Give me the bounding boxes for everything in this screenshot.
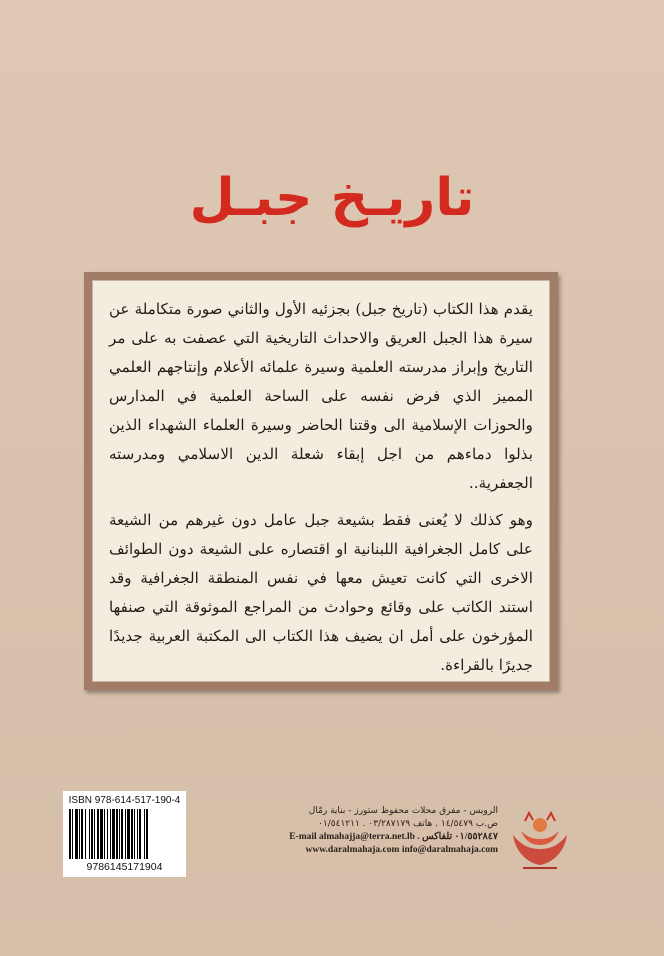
barcode-bar — [107, 809, 108, 859]
barcode-bar — [81, 809, 83, 859]
barcode-bar — [69, 809, 71, 859]
barcode-bars — [69, 809, 180, 859]
publisher-address: الرويس - مفرق محلات محفوظ ستورز - بناية رمّال — [308, 806, 498, 816]
barcode-bar — [127, 809, 130, 859]
blurb-paper — [92, 280, 550, 682]
barcode-bar — [97, 809, 99, 859]
barcode-bar — [94, 809, 95, 859]
barcode-bar — [131, 809, 133, 859]
barcode-bar — [100, 809, 103, 859]
blurb-paragraph-1: يقدم هذا الكتاب (تاريخ جبل) بجزئيه الأول والثاني صورة متكاملة عن سيرة هذا الجبل العريق والاحداث التاريخية التي عصفت به على مر التاريخ وإبراز مدرسته العلمية وسيرة علمائه الأعلام وإنتاجهم العلمي المميز الذي فرض نفسه على الساحة العلمية في المدارس والحوزات الإسلامية الى وقتنا الحاضر وسيرة العلماء الشهداء الذين بذلوا دماءهم من اجل إبقاء شعلة الدين الاسلامي ومدرسته الجعفرية.. — [109, 300, 533, 492]
blurb-text — [109, 295, 533, 688]
book-title: تاريـخ جبـل — [189, 168, 475, 228]
barcode-bar — [110, 809, 111, 859]
blurb-paragraph-2: وهو كذلك لا يُعنى فقط بشيعة جبل عامل دون غيرهم من الشيعة على كامل الجغرافية اللبنانية او اقتصاره على الشيعة دون الطوائف الاخرى التي كانت تعيش معها في نفس المنطقة الجغرافية وقد استند الكاتب على وقائع وحوادث من المراجع الموثوقة التي صنفها المؤرخون على أمل ان يضيف هذا الكتاب الى المكتبة العربية جديدًا جديرًا بالقراءة. — [109, 511, 533, 674]
barcode-bar — [146, 809, 148, 859]
isbn-barcode — [63, 791, 186, 877]
barcode-bar — [121, 809, 123, 859]
barcode-bar — [137, 809, 138, 859]
publisher-website: www.daralmahaja.com info@daralmahaja.com — [305, 845, 498, 855]
barcode-bar — [91, 809, 93, 859]
publisher-phone: ص.ب ١٤/٥٤٧٩ . هاتف ٠٣/٢٨٧١٧٩ . ٠١/٥٤١٢١١ — [318, 819, 498, 829]
publisher-info — [288, 805, 498, 857]
barcode-bar — [116, 809, 118, 859]
barcode-bar — [89, 809, 90, 859]
isbn-label: ISBN 978-614-517-190-4 — [68, 795, 181, 806]
barcode-bar — [85, 809, 86, 859]
publisher-email: E-mail almahajja@terra.net.lb . ٠١/٥٥٢٨٤٧ تلفاكس — [289, 832, 498, 842]
barcode-bar — [119, 809, 120, 859]
barcode-bar — [139, 809, 141, 859]
publisher-logo-icon — [505, 805, 575, 875]
isbn-number: 9786145171904 — [86, 861, 163, 873]
blurb-frame — [84, 272, 558, 690]
barcode-bar — [112, 809, 115, 859]
barcode-bar — [144, 809, 145, 859]
barcode-bar — [134, 809, 135, 859]
barcode-bar — [104, 809, 105, 859]
barcode-bar — [125, 809, 126, 859]
barcode-bar — [72, 809, 73, 859]
barcode-bar — [75, 809, 78, 859]
barcode-bar — [79, 809, 80, 859]
